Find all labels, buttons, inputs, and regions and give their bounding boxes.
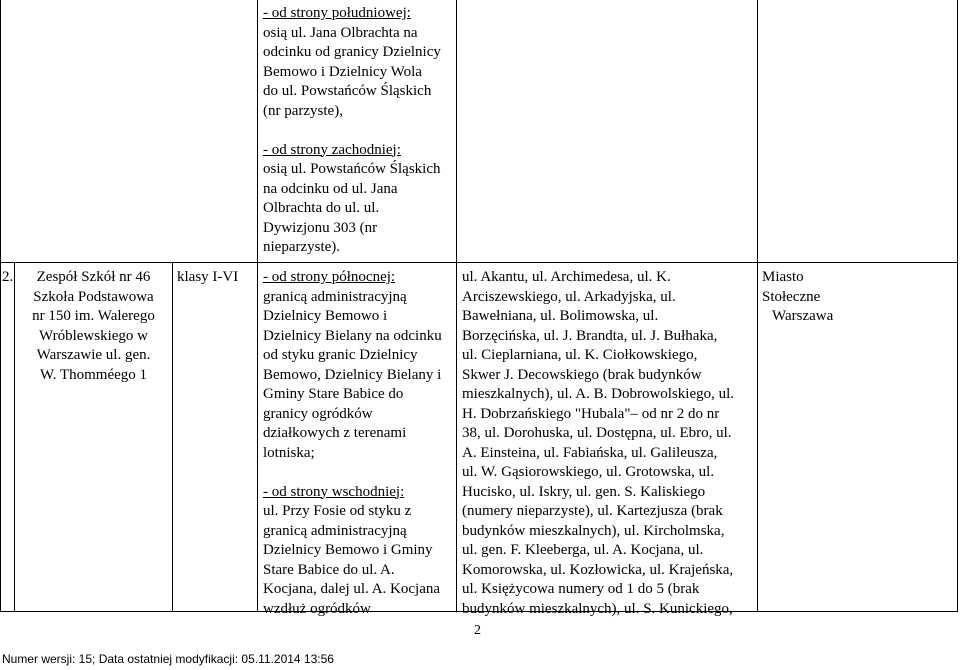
east-line: Stare Babice do ul. A. (263, 561, 395, 578)
north-line: Dzielnicy Bielany na odcinku (263, 327, 442, 344)
school-line: Szkoła Podstawowa (33, 288, 154, 305)
footer-version-info: Numer wersji: 15; Data ostatniej modyfikacji: 05.11.2014 13:56 (2, 652, 334, 666)
south-line: osią ul. Jana Olbrachta na (263, 24, 418, 41)
street-line: Arciszewskiego, ul. Arkadyjska, ul. (462, 288, 676, 305)
street-line: ul. gen. F. Kleeberga, ul. A. Kocjana, ul. (462, 542, 704, 558)
west-line: Dywizjonu 303 (nr (263, 219, 378, 236)
row-divider (0, 262, 958, 263)
north-line: Dzielnicy Bemowo i (263, 308, 388, 324)
school-line: Wróblewskiego w (39, 327, 148, 344)
street-line: ul. Cieplarniana, ul. K. Ciołkowskiego, (462, 347, 698, 363)
south-line: (nr parzyste), (263, 102, 343, 119)
table-border-left (0, 0, 1, 612)
north-heading: - od strony północnej: (263, 269, 396, 285)
east-line: granicą administracyjną (263, 522, 407, 539)
school-line: Warszawie ul. gen. (36, 347, 151, 363)
north-line: działkowych z terenami (263, 425, 407, 441)
street-line: ul. W. Gąsiorowskiego, ul. Grotowska, ul. (462, 464, 715, 480)
city-line: Stołeczne (762, 288, 821, 305)
west-line: na odcinku od ul. Jana (263, 180, 398, 197)
boundary-description (263, 268, 463, 619)
street-line: ul. Księżycowa numery od 1 do 5 (brak (462, 581, 700, 597)
north-line: od styku granic Dzielnicy (263, 347, 418, 363)
north-line: granicy ogródków (263, 405, 373, 422)
school-line: Zespół Szkół nr 46 (36, 269, 151, 285)
south-line: odcinku od granicy Dzielnicy (263, 44, 441, 60)
street-line: Borzęcińska, ul. J. Brandta, ul. J. Bułhaka, (462, 327, 718, 344)
street-line: ul. Akantu, ul. Archimedesa, ul. K. (462, 269, 671, 285)
north-line: Gminy Stare Babice do (263, 386, 404, 402)
classes: klasy I-VI (177, 269, 239, 285)
city-line: Warszawa (772, 308, 834, 324)
north-line: granicą administracyjną (263, 288, 407, 305)
table-divider-2 (172, 262, 173, 612)
west-line: Olbrachta do ul. ul. (263, 200, 380, 216)
south-heading: - od strony południowej: (263, 5, 411, 21)
street-line: 38, ul. Dorohuska, ul. Dostępna, ul. Ebro, ul. (462, 425, 732, 441)
city (758, 268, 868, 327)
street-line: Bawełniana, ul. Bolimowska, ul. (462, 308, 659, 324)
street-line: A. Einsteina, ul. Fabiańska, ul. Galileusza, (462, 444, 718, 461)
street-list (462, 268, 758, 619)
east-line: Kocjana, dalej ul. A. Kocjana (263, 581, 441, 597)
page-number: 2 (474, 623, 481, 638)
south-line: Bemowo i Dzielnicy Wola (263, 63, 422, 80)
row-number: 2. (2, 269, 14, 285)
street-line: mieszkalnych), ul. A. B. Dobrowolskiego, ul. (462, 386, 735, 402)
north-line: lotniska; (263, 444, 315, 461)
street-line: Skwer J. Decowskiego (brak budynków (462, 366, 702, 383)
east-line: wzdłuż ogródków (263, 600, 371, 617)
west-line: osią ul. Powstańców Śląskich (263, 161, 441, 177)
school-line: nr 150 im. Walerego (32, 308, 155, 324)
street-line: H. Dobrzańskiego "Hubala"– od nr 2 do nr (462, 405, 720, 422)
street-line: (numery nieparzyste), ul. Kartezjusza (brak (462, 503, 723, 519)
east-line: Dzielnicy Bemowo i Gminy (263, 542, 433, 558)
school-name (15, 268, 172, 385)
boundary-description-top (263, 4, 455, 258)
street-line: Komorowska, ul. Kozłowicka, ul. Krajeńska, (462, 561, 734, 578)
west-heading: - od strony zachodniej: (263, 141, 401, 158)
east-line: ul. Przy Fosie od styku z (263, 503, 412, 519)
street-line: budynków mieszkalnych), ul. Kircholmska, (462, 522, 725, 539)
south-line: do ul. Powstańców Śląskich (263, 83, 432, 99)
north-line: Bemowo, Dzielnicy Bielany i (263, 366, 442, 383)
west-line: nieparzyste). (263, 239, 341, 255)
street-line: Hucisko, ul. Iskry, ul. gen. S. Kaliskiego (462, 483, 706, 500)
table-border-right (957, 0, 958, 612)
street-line: budynków mieszkalnych), ul. S. Kunickiego, (462, 600, 733, 617)
city-line: Miasto (762, 269, 804, 285)
table-divider-3 (257, 0, 258, 612)
school-line: W. Thomméego 1 (39, 366, 148, 383)
east-heading: - od strony wschodniej: (263, 483, 405, 500)
